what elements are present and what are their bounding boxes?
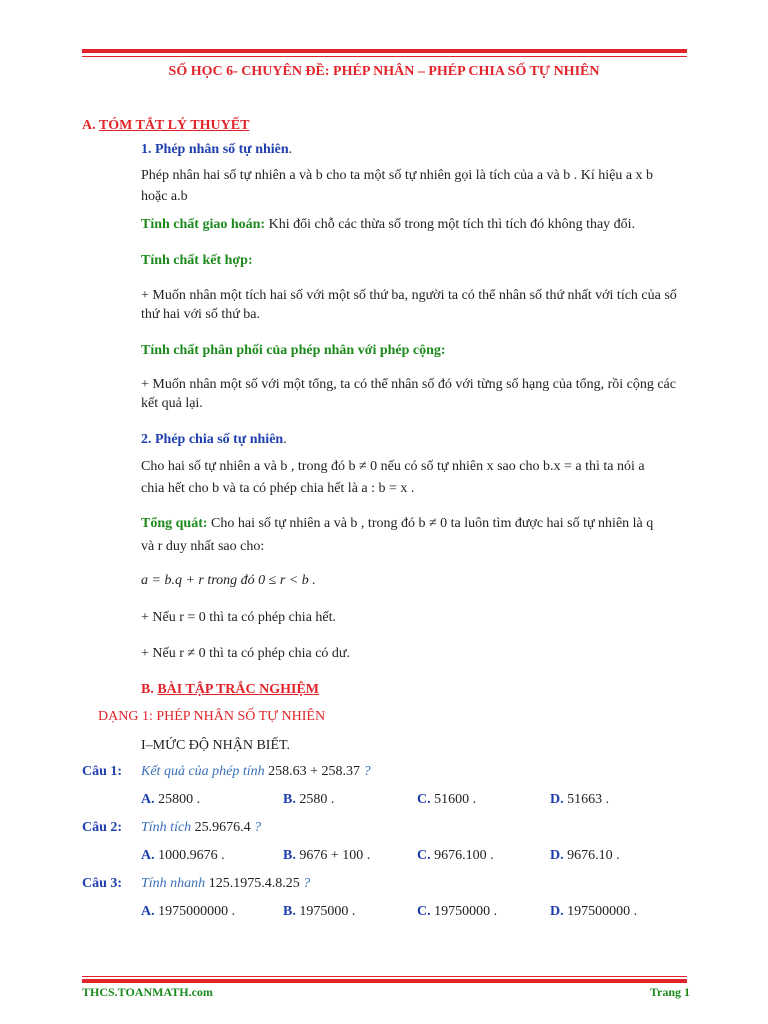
answer-option-d[interactable] <box>550 847 620 865</box>
section-b-heading <box>141 681 319 699</box>
property-commutative-text: Khi đổi chỗ các thừa số trong một tích thì tích đó không thay đổi. <box>265 217 636 232</box>
question-expression: 258.63 + 258.37 <box>264 764 361 779</box>
section-b-title: BÀI TẬP TRẮC NGHIỆM <box>157 682 320 697</box>
answer-option-c[interactable] <box>417 791 476 809</box>
section-a-heading <box>82 117 249 135</box>
footer-rule-thick <box>82 979 687 983</box>
paragraph-distributive-line1: + Muốn nhân một số với một tổng, ta có thể nhân số đó với từng số hạng của tổng, rồi cộng các <box>141 377 676 392</box>
paragraph-associative-line2: thứ hai với số thứ ba. <box>141 307 261 322</box>
paragraph-division-line2: chia hết cho b và ta có phép chia hết là a : b = x . <box>141 481 415 496</box>
option-letter: C. <box>417 792 431 807</box>
answer-option-b[interactable] <box>283 847 370 865</box>
property-commutative <box>141 216 635 234</box>
option-value: 9676.100 . <box>430 848 494 863</box>
case-remainder-zero: + Nếu r = 0 thì ta có phép chia hết. <box>141 610 337 625</box>
footer-site-link[interactable]: THCS.TOANMATH.com <box>82 985 213 999</box>
property-associative-label: Tính chất kết hợp: <box>141 253 253 268</box>
footer-rule-thin <box>82 976 687 977</box>
option-letter: A. <box>141 792 155 807</box>
subheading-multiplication <box>141 141 292 159</box>
general-label: Tổng quát: <box>141 516 208 531</box>
option-letter: D. <box>550 904 564 919</box>
question-mark: ? <box>299 876 311 891</box>
option-letter: A. <box>141 848 155 863</box>
option-letter: D. <box>550 792 564 807</box>
question-mark: ? <box>250 820 262 835</box>
paragraph-multiplication-line2: hoặc a.b <box>141 189 188 204</box>
property-distributive-label: Tính chất phân phối của phép nhân với phép cộng: <box>141 343 446 358</box>
option-value: 25800 . <box>154 792 201 807</box>
question-prompt-text: Tính nhanh <box>141 876 206 891</box>
option-value: 51600 . <box>430 792 477 807</box>
option-letter: C. <box>417 848 431 863</box>
option-value: 1975000 . <box>295 904 356 919</box>
option-letter: B. <box>283 848 296 863</box>
question-prompt-text: Tính tích <box>141 820 192 835</box>
option-letter: D. <box>550 848 564 863</box>
question-3-prompt <box>141 875 310 893</box>
paragraph-general-line2: và r duy nhất sao cho: <box>141 539 265 554</box>
subheading-multiplication-dot: . <box>288 142 293 157</box>
subheading-division-text: 2. Phép chia số tự nhiên <box>141 432 284 447</box>
formula-division-remainder: a = b.q + r trong đó 0 ≤ r < b . <box>141 573 316 588</box>
question-mark: ? <box>360 764 371 779</box>
question-expression: 25.9676.4 <box>191 820 251 835</box>
question-1-prompt <box>141 763 371 781</box>
option-letter: A. <box>141 904 155 919</box>
answer-option-c[interactable] <box>417 903 497 921</box>
question-label: Câu 1: <box>82 764 123 779</box>
subheading-multiplication-text: 1. Phép nhân số tự nhiên <box>141 142 289 157</box>
answer-option-d[interactable] <box>550 791 609 809</box>
subheading-division <box>141 431 287 449</box>
option-letter: B. <box>283 904 296 919</box>
section-a-title: TÓM TẮT LÝ THUYẾT <box>98 118 250 133</box>
answer-option-d[interactable] <box>550 903 637 921</box>
option-value: 51663 . <box>563 792 610 807</box>
option-letter: B. <box>283 792 296 807</box>
header-rule-thin <box>82 56 687 57</box>
answer-option-b[interactable] <box>283 791 334 809</box>
paragraph-associative-line1: + Muốn nhân một tích hai số với một số thứ ba, người ta có thể nhân số thứ nhất với tích của số <box>141 288 677 303</box>
paragraph-general-line1 <box>141 515 653 533</box>
footer-page-number: Trang 1 <box>649 985 690 999</box>
answer-option-a[interactable] <box>141 847 225 865</box>
question-label: Câu 3: <box>82 876 123 891</box>
page-title: SỐ HỌC 6- CHUYÊN ĐỀ: PHÉP NHÂN – PHÉP CHIA SỐ TỰ NHIÊN <box>168 64 600 79</box>
option-letter: C. <box>417 904 431 919</box>
answer-option-c[interactable] <box>417 847 494 865</box>
option-value: 9676.10 . <box>563 848 620 863</box>
question-1 <box>82 763 122 781</box>
answer-option-a[interactable] <box>141 903 235 921</box>
paragraph-distributive-line2: kết quả lại. <box>141 396 203 411</box>
level-heading: I–MỨC ĐỘ NHẬN BIẾT. <box>141 738 291 753</box>
question-3 <box>82 875 122 893</box>
question-2-prompt <box>141 819 261 837</box>
question-label: Câu 2: <box>82 820 123 835</box>
option-value: 19750000 . <box>430 904 498 919</box>
question-expression: 125.1975.4.8.25 <box>205 876 300 891</box>
answer-option-a[interactable] <box>141 791 200 809</box>
case-remainder-nonzero: + Nếu r ≠ 0 thì ta có phép chia có dư. <box>141 646 350 661</box>
paragraph-multiplication-line1: Phép nhân hai số tự nhiên a và b cho ta một số tự nhiên gọi là tích của a và b . Kí hiệu a x b <box>141 168 654 183</box>
section-b-letter: B. <box>141 682 158 697</box>
subheading-division-dot: . <box>283 432 287 447</box>
property-commutative-label: Tính chất giao hoán: <box>141 217 266 232</box>
section-a-letter: A. <box>82 118 99 133</box>
answer-option-b[interactable] <box>283 903 355 921</box>
general-text: Cho hai số tự nhiên a và b , trong đó b ≠ 0 ta luôn tìm được hai số tự nhiên là q <box>207 516 654 531</box>
question-prompt-text: Kết quả của phép tính <box>141 764 265 779</box>
option-value: 2580 . <box>295 792 335 807</box>
question-2 <box>82 819 122 837</box>
option-value: 1000.9676 . <box>154 848 225 863</box>
option-value: 9676 + 100 . <box>295 848 371 863</box>
option-value: 197500000 . <box>563 904 638 919</box>
header-rule-thick <box>82 49 687 53</box>
paragraph-division-line1: Cho hai số tự nhiên a và b , trong đó b ≠ 0 nếu có số tự nhiên x sao cho b.x = a thì ta nói a <box>141 459 645 474</box>
dang-heading: DẠNG 1: PHÉP NHÂN SỐ TỰ NHIÊN <box>98 709 326 724</box>
option-value: 1975000000 . <box>154 904 236 919</box>
